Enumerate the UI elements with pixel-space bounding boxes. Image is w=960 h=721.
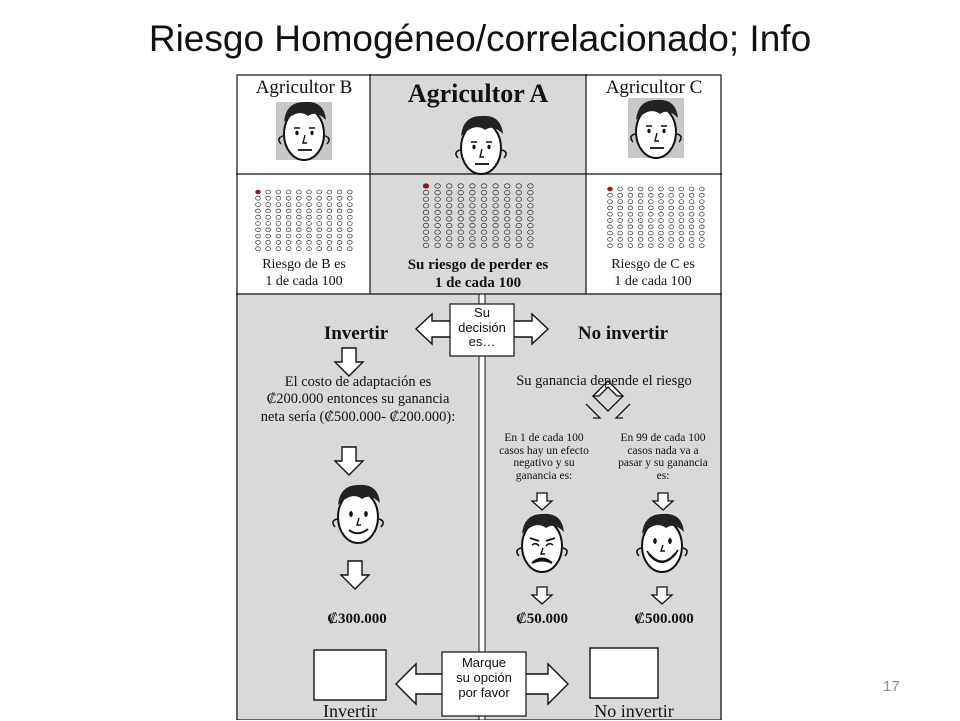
risk-dot	[669, 231, 674, 235]
risk-dot	[659, 200, 664, 204]
risk-dot-highlighted	[423, 184, 429, 188]
risk-dot	[648, 206, 653, 210]
risk-dot	[307, 190, 312, 194]
risk-dot	[347, 222, 352, 226]
risk-dot	[648, 237, 653, 241]
risk-dot	[669, 212, 674, 216]
risk-dot	[648, 225, 653, 229]
risk-dot	[347, 190, 352, 194]
risk-dot	[659, 244, 664, 248]
risk-dot	[276, 228, 281, 232]
farmer-b-name: Agricultor B	[255, 77, 353, 98]
risk-dot	[648, 200, 653, 204]
risk-dot	[256, 203, 261, 207]
choice-prompt	[442, 656, 526, 700]
risk-dot	[669, 206, 674, 210]
risk-dot	[669, 225, 674, 229]
risk-dot	[699, 212, 704, 216]
decision-prompt-line1: Su	[474, 305, 490, 320]
risk-dot	[648, 193, 653, 197]
invest-option-label: Invertir	[323, 701, 377, 721]
risk-dot	[276, 215, 281, 219]
risk-dot	[679, 244, 684, 248]
risk-dot	[266, 247, 271, 251]
risk-dot	[296, 234, 301, 238]
risk-dot	[659, 206, 664, 210]
risk-dot	[347, 203, 352, 207]
risk-dot	[608, 244, 613, 248]
risk-dot	[286, 222, 291, 226]
risk-dot	[296, 247, 301, 251]
risk-dot	[638, 237, 643, 241]
risk-dot	[648, 187, 653, 191]
risk-dot	[659, 187, 664, 191]
risk-dot	[347, 234, 352, 238]
risk-dot	[327, 196, 332, 200]
risk-dot	[638, 244, 643, 248]
risk-dot	[628, 187, 633, 191]
bad-case-line1: En 1 de cada 100	[504, 432, 584, 444]
risk-dot	[266, 228, 271, 232]
risk-dot	[337, 222, 342, 226]
risk-grid-b	[256, 190, 353, 251]
risk-dot	[286, 209, 291, 213]
good-case-line2: casos nada va a	[627, 444, 699, 457]
risk-dot	[699, 231, 704, 235]
risk-dot	[347, 215, 352, 219]
risk-dot-highlighted	[608, 187, 613, 191]
choice-prompt-line1: Marque	[461, 655, 507, 670]
risk-dot	[317, 215, 322, 219]
risk-a-label	[372, 258, 584, 292]
risk-dot	[266, 234, 271, 238]
risk-dot	[327, 215, 332, 219]
risk-dot	[628, 193, 633, 197]
risk-dot	[618, 212, 623, 216]
risk-dot	[327, 203, 332, 207]
risk-dot	[608, 231, 613, 235]
risk-dot	[628, 219, 633, 223]
risk-dot	[669, 187, 674, 191]
risk-dot	[347, 240, 352, 244]
risk-dot	[327, 234, 332, 238]
good-case-line4: es:	[656, 469, 670, 482]
risk-dot	[256, 247, 261, 251]
risk-dot	[618, 231, 623, 235]
farmer-c-name: Agricultor C	[605, 77, 703, 98]
risk-c-label	[588, 258, 718, 289]
bad-case-line4: ganancia es:	[515, 469, 573, 482]
choice-prompt-line2: su opción	[456, 669, 512, 685]
invest-text-line1: El costo de adaptación es	[284, 374, 432, 390]
risk-dot	[679, 225, 684, 229]
risk-dot	[659, 225, 664, 229]
risk-dot	[679, 193, 684, 197]
risk-dot	[608, 193, 613, 197]
risk-dot-highlighted	[256, 190, 261, 194]
risk-dot	[286, 240, 291, 244]
risk-dot	[669, 193, 674, 197]
invest-result: ₡300.000	[327, 611, 387, 627]
risk-dot	[327, 190, 332, 194]
risk-dot	[679, 200, 684, 204]
risk-dot	[618, 200, 623, 204]
no-invest-explanation: Su ganancia depende el riesgo	[516, 373, 692, 389]
risk-dot	[276, 240, 281, 244]
risk-dot	[286, 215, 291, 219]
risk-dot	[296, 196, 301, 200]
risk-dot	[608, 237, 613, 241]
risk-dot	[699, 193, 704, 197]
risk-dot	[266, 209, 271, 213]
bad-case-result: ₡50.000	[515, 611, 569, 627]
risk-dot	[608, 206, 613, 210]
risk-dot	[307, 228, 312, 232]
risk-dot	[317, 196, 322, 200]
risk-dot	[307, 222, 312, 226]
choice-prompt-line3: por favor	[458, 684, 510, 700]
risk-dot	[618, 244, 623, 248]
risk-dot	[337, 240, 342, 244]
risk-dot	[307, 247, 312, 251]
risk-dot	[659, 212, 664, 216]
risk-dot	[276, 247, 281, 251]
risk-dot	[256, 234, 261, 238]
risk-dot	[347, 209, 352, 213]
risk-dot	[608, 225, 613, 229]
risk-dot	[628, 244, 633, 248]
risk-dot	[699, 219, 704, 223]
risk-dot	[337, 203, 342, 207]
risk-dot	[256, 215, 261, 219]
risk-dot	[296, 222, 301, 226]
risk-dot	[679, 237, 684, 241]
risk-dot	[266, 240, 271, 244]
risk-dot	[317, 234, 322, 238]
risk-grid-c	[608, 187, 705, 248]
risk-b-line2: 1 de cada 100	[265, 273, 343, 289]
risk-dot	[618, 193, 623, 197]
risk-dot	[337, 209, 342, 213]
risk-dot	[256, 209, 261, 213]
risk-dot	[628, 231, 633, 235]
risk-dot	[296, 203, 301, 207]
risk-dot	[689, 237, 694, 241]
risk-dot	[689, 212, 694, 216]
risk-dot	[669, 200, 674, 204]
invest-checkbox[interactable]	[314, 650, 386, 700]
risk-dot	[327, 228, 332, 232]
invest-text-line3: neta sería (₡500.000- ₡200.000):	[260, 408, 456, 425]
risk-dot	[307, 203, 312, 207]
decision-prompt-line2: decisión	[458, 319, 506, 335]
risk-dot	[317, 222, 322, 226]
risk-dot	[638, 187, 643, 191]
farmer-a-name: Agricultor A	[407, 79, 549, 108]
risk-dot	[689, 187, 694, 191]
risk-dot	[266, 222, 271, 226]
risk-dot	[286, 247, 291, 251]
risk-dot	[699, 244, 704, 248]
no-invest-heading: No invertir	[577, 323, 669, 344]
risk-dot	[679, 231, 684, 235]
risk-dot	[327, 209, 332, 213]
risk-dot	[638, 219, 643, 223]
risk-dot	[699, 187, 704, 191]
risk-dot	[286, 190, 291, 194]
risk-dot	[689, 219, 694, 223]
risk-dot	[618, 219, 623, 223]
page-number: 17	[883, 678, 900, 695]
good-case-text	[606, 432, 720, 483]
risk-dot	[679, 212, 684, 216]
risk-dot	[648, 219, 653, 223]
risk-dot	[286, 196, 291, 200]
no-invest-checkbox[interactable]	[590, 648, 658, 698]
risk-dot	[327, 240, 332, 244]
risk-dot	[276, 234, 281, 238]
bad-case-text	[486, 432, 602, 483]
risk-dot	[679, 219, 684, 223]
risk-dot	[628, 225, 633, 229]
bad-case-line3: negativo y su	[513, 457, 575, 470]
risk-dot	[659, 219, 664, 223]
risk-dot	[648, 212, 653, 216]
risk-dot	[638, 206, 643, 210]
risk-dot	[286, 203, 291, 207]
risk-dot	[347, 247, 352, 251]
risk-dot	[266, 215, 271, 219]
risk-dot	[628, 212, 633, 216]
risk-dot	[699, 237, 704, 241]
risk-dot	[276, 203, 281, 207]
risk-dot	[618, 187, 623, 191]
risk-dot	[669, 219, 674, 223]
risk-dot	[317, 247, 322, 251]
decision-prompt	[450, 306, 514, 350]
risk-dot	[337, 234, 342, 238]
invest-heading: Invertir	[323, 323, 389, 344]
risk-dot	[317, 228, 322, 232]
risk-dot	[689, 206, 694, 210]
risk-dot	[689, 200, 694, 204]
bad-case-line2: casos hay un efecto	[499, 444, 589, 457]
risk-dot	[317, 209, 322, 213]
risk-dot	[669, 244, 674, 248]
risk-dot	[276, 222, 281, 226]
risk-dot	[276, 209, 281, 213]
risk-dot	[327, 247, 332, 251]
risk-dot	[628, 237, 633, 241]
risk-dot	[317, 190, 322, 194]
risk-dot	[337, 190, 342, 194]
risk-dot	[347, 228, 352, 232]
risk-dot	[679, 206, 684, 210]
decision-figure	[236, 74, 722, 720]
risk-dot	[256, 196, 261, 200]
risk-dot	[337, 228, 342, 232]
risk-dot	[699, 200, 704, 204]
risk-dot	[669, 237, 674, 241]
risk-dot	[608, 219, 613, 223]
risk-dot	[638, 200, 643, 204]
risk-dot	[307, 209, 312, 213]
risk-dot	[296, 209, 301, 213]
risk-dot	[659, 237, 664, 241]
risk-a-line2: 1 de cada 100	[434, 274, 522, 291]
risk-b-line1: Riesgo de B es	[262, 257, 346, 272]
risk-dot	[307, 196, 312, 200]
good-case-result: ₡500.000	[634, 611, 694, 627]
invest-explanation	[240, 374, 476, 426]
risk-dot	[256, 240, 261, 244]
risk-dot	[276, 196, 281, 200]
risk-dot	[337, 215, 342, 219]
risk-dot	[679, 187, 684, 191]
risk-dot	[327, 222, 332, 226]
risk-dot	[618, 237, 623, 241]
risk-dot	[618, 206, 623, 210]
risk-dot	[659, 193, 664, 197]
risk-dot	[286, 228, 291, 232]
risk-dot	[337, 196, 342, 200]
good-case-line1: En 99 de cada 100	[620, 432, 706, 444]
risk-dot	[628, 200, 633, 204]
risk-dot	[638, 225, 643, 229]
risk-dot	[648, 231, 653, 235]
risk-dot	[638, 193, 643, 197]
risk-dot	[337, 247, 342, 251]
risk-dot	[638, 231, 643, 235]
risk-dot	[256, 228, 261, 232]
risk-dot	[256, 222, 261, 226]
risk-dot	[689, 231, 694, 235]
risk-dot	[689, 244, 694, 248]
risk-dot	[648, 244, 653, 248]
risk-dot	[286, 234, 291, 238]
risk-dot	[266, 196, 271, 200]
risk-c-line1: Riesgo de C es	[611, 257, 695, 272]
risk-dot	[608, 212, 613, 216]
slide-title: Riesgo Homogéneo/correlacionado; Info	[148, 18, 812, 59]
good-case-line3: pasar y su ganancia	[618, 457, 708, 470]
invest-text-line2: ₡200.000 entonces su ganancia	[266, 391, 450, 408]
risk-dot	[296, 215, 301, 219]
risk-dot	[296, 190, 301, 194]
risk-dot	[689, 225, 694, 229]
risk-dot	[699, 225, 704, 229]
risk-dot	[689, 193, 694, 197]
risk-dot	[317, 240, 322, 244]
decision-prompt-line3: es…	[468, 334, 496, 350]
risk-b-label	[240, 258, 368, 289]
risk-dot	[276, 190, 281, 194]
risk-dot	[347, 196, 352, 200]
risk-dot	[608, 200, 613, 204]
risk-dot	[618, 225, 623, 229]
risk-dot	[307, 240, 312, 244]
no-invest-option-label: No invertir	[594, 701, 674, 721]
risk-dot	[296, 228, 301, 232]
risk-a-line1: Su riesgo de perder es	[407, 257, 549, 273]
risk-dot	[317, 203, 322, 207]
risk-dot	[307, 215, 312, 219]
risk-dot	[266, 203, 271, 207]
risk-dot	[638, 212, 643, 216]
risk-dot	[307, 234, 312, 238]
risk-dot	[628, 206, 633, 210]
risk-dot	[296, 240, 301, 244]
risk-dot	[659, 231, 664, 235]
risk-dot	[266, 190, 271, 194]
risk-c-line2: 1 de cada 100	[614, 273, 692, 289]
risk-dot	[699, 206, 704, 210]
